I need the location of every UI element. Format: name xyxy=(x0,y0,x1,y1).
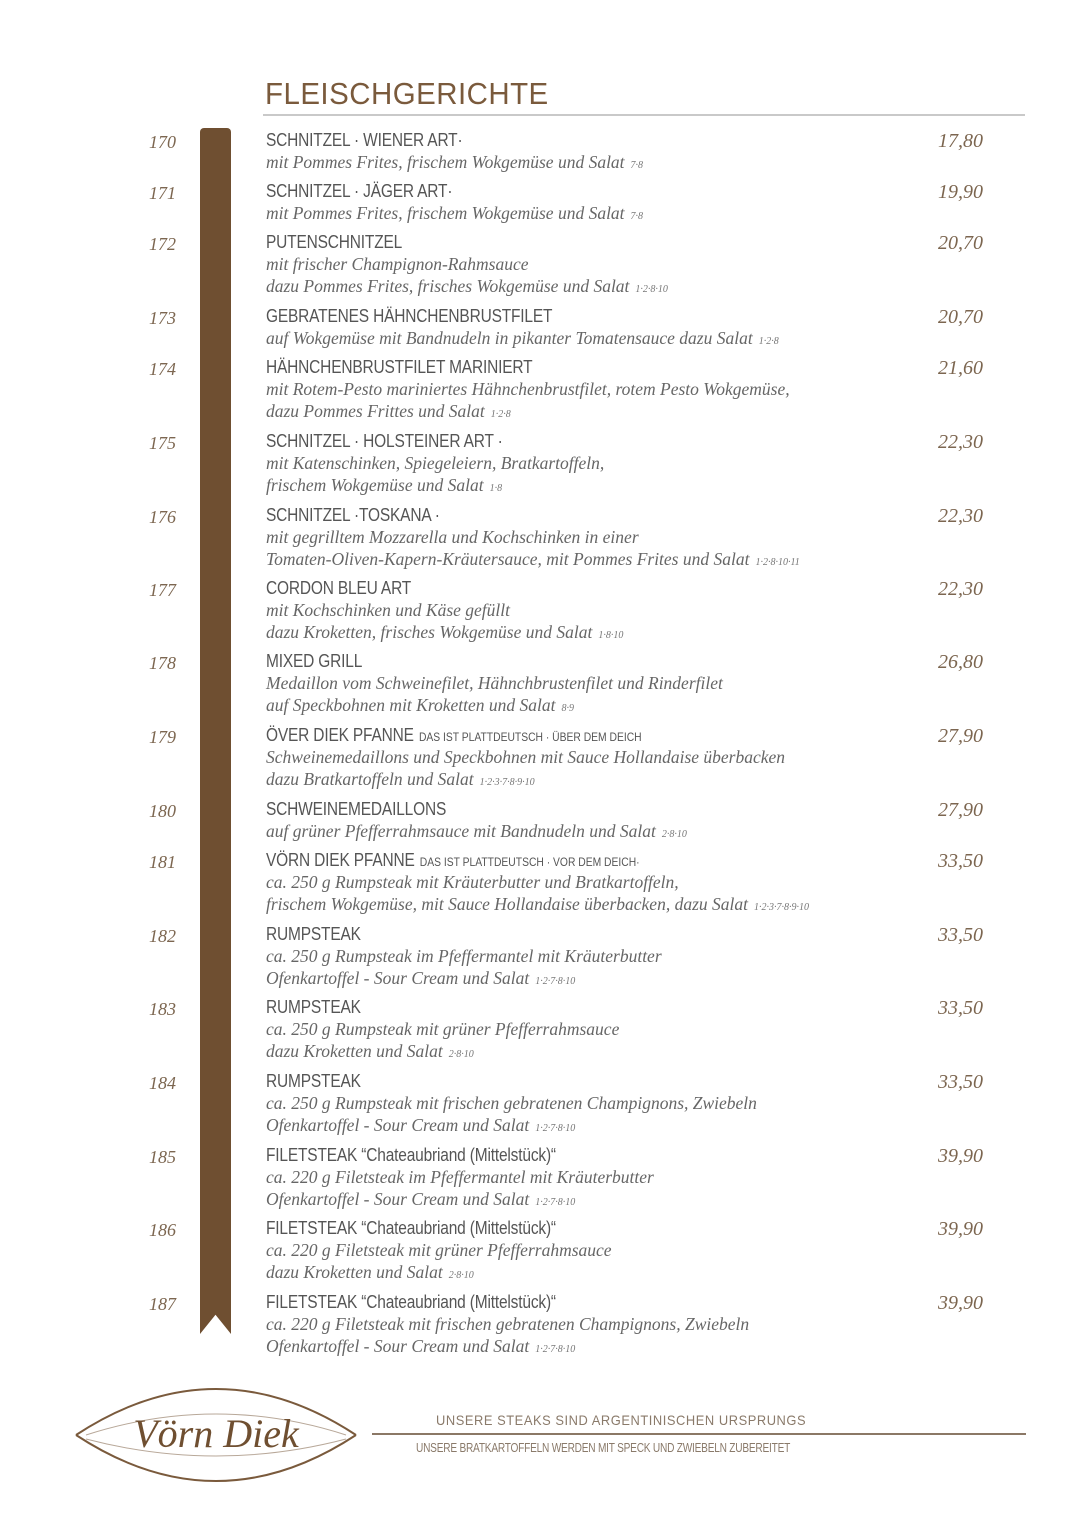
item-number: 180 xyxy=(149,801,176,821)
item-name-main: PUTENSCHNITZEL xyxy=(266,232,403,252)
description-text: ca. 220 g Filetsteak mit frischen gebratenen Champignons, Zwiebeln xyxy=(266,1314,750,1334)
item-number: 171 xyxy=(149,183,176,203)
item-price: 39,90 xyxy=(938,1145,983,1167)
description-text: Medaillon vom Schweinefilet, Hähnchbrustenfilet und Rinderfilet xyxy=(266,673,723,693)
item-description-line xyxy=(266,328,779,349)
item-number: 182 xyxy=(149,926,176,946)
item-number: 179 xyxy=(149,727,176,747)
item-name-subtitle: DAS IST PLATTDEUTSCH · ÜBER DEM DEICH xyxy=(418,730,642,744)
description-text: mit Rotem-Pesto mariniertes Hähnchenbrustfilet, rotem Pesto Wokgemüse, xyxy=(266,379,790,399)
item-description-line xyxy=(266,1093,757,1114)
description-text: auf Wokgemüse mit Bandnudeln in pikanter Tomatensauce dazu Salat xyxy=(266,328,753,348)
footer-note-steaks: UNSERE STEAKS SIND ARGENTINISCHEN URSPRUNGS xyxy=(436,1412,807,1428)
description-text: mit Pommes Frites, frischem Wokgemüse und Salat xyxy=(266,152,625,172)
item-name xyxy=(266,505,440,526)
description-text: mit Pommes Frites, frischem Wokgemüse und Salat xyxy=(266,203,625,223)
item-description-line xyxy=(266,894,809,915)
allergen-codes: 1·8 xyxy=(489,483,503,494)
allergen-codes: 7·8 xyxy=(630,211,644,222)
item-description-line xyxy=(266,475,502,496)
item-name xyxy=(266,651,362,672)
item-description-line xyxy=(266,769,535,790)
item-name-main: FILETSTEAK “Chateaubriand (Mittelstück)“ xyxy=(266,1292,556,1312)
item-description-line xyxy=(266,549,800,570)
page-title: FLEISCHGERICHTE xyxy=(265,76,549,111)
item-name xyxy=(266,1071,361,1092)
item-number: 178 xyxy=(149,653,176,673)
item-description-line xyxy=(266,1019,619,1040)
description-text: Ofenkartoffel - Sour Cream und Salat xyxy=(266,1189,530,1209)
description-text: Tomaten-Oliven-Kapern-Kräutersauce, mit Pommes Frites und Salat xyxy=(266,549,750,569)
description-text: frischem Wokgemüse und Salat xyxy=(266,475,484,495)
description-text: ca. 250 g Rumpsteak im Pfeffermantel mit Kräuterbutter xyxy=(266,946,662,966)
item-description-line xyxy=(266,254,528,275)
item-name xyxy=(266,357,532,378)
item-name-main: ÖVER DIEK PFANNE xyxy=(266,725,414,745)
description-text: dazu Kroketten, frisches Wokgemüse und Salat xyxy=(266,622,593,642)
description-text: auf Speckbohnen mit Kroketten und Salat xyxy=(266,695,556,715)
item-name xyxy=(266,1292,556,1313)
item-name-main: SCHNITZEL · HOLSTEINER ART · xyxy=(266,431,503,451)
item-number: 172 xyxy=(149,234,176,254)
item-description-line xyxy=(266,152,643,173)
item-name-main: FILETSTEAK “Chateaubriand (Mittelstück)“ xyxy=(266,1145,556,1165)
description-text: mit Katenschinken, Spiegeleiern, Bratkartoffeln, xyxy=(266,453,605,473)
item-description-line xyxy=(266,1167,654,1188)
item-name xyxy=(266,181,452,202)
item-price: 27,90 xyxy=(938,725,983,747)
item-name-main: RUMPSTEAK xyxy=(266,1071,361,1091)
item-price: 19,90 xyxy=(938,181,983,203)
item-price: 27,90 xyxy=(938,799,983,821)
allergen-codes: 1·2·3·7·8·9·10 xyxy=(753,902,809,913)
allergen-codes: 1·2·8 xyxy=(490,409,511,420)
item-description-line xyxy=(266,1189,575,1210)
description-text: Schweinemedaillons und Speckbohnen mit Sauce Hollandaise überbacken xyxy=(266,747,786,767)
title-divider xyxy=(263,114,1025,116)
footer-note-bratkartoffeln: UNSERE BRATKARTOFFELN WERDEN MIT SPECK UND ZWIEBELN ZUBEREITET xyxy=(416,1440,791,1455)
item-description-line xyxy=(266,946,662,967)
item-number: 186 xyxy=(149,1220,176,1240)
item-name-main: GEBRATENES HÄHNCHENBRUSTFILET xyxy=(266,306,553,326)
vorn-diek-logo xyxy=(66,1373,366,1497)
allergen-codes: 2·8·10 xyxy=(448,1270,474,1281)
description-text: Ofenkartoffel - Sour Cream und Salat xyxy=(266,968,530,988)
description-text: Ofenkartoffel - Sour Cream und Salat xyxy=(266,1336,530,1356)
description-text: mit gegrilltem Mozzarella und Kochschinken in einer xyxy=(266,527,639,547)
item-description-line xyxy=(266,379,790,400)
ribbon-bookmark-decoration xyxy=(200,128,231,1334)
item-name-main: MIXED GRILL xyxy=(266,651,363,671)
item-name-subtitle: DAS IST PLATTDEUTSCH · VOR DEM DEICH· xyxy=(419,855,640,869)
item-name xyxy=(266,130,462,151)
item-description-line xyxy=(266,673,723,694)
description-text: mit Kochschinken und Käse gefüllt xyxy=(266,600,510,620)
item-description-line xyxy=(266,1262,474,1283)
item-description-line xyxy=(266,1314,749,1335)
item-description-line xyxy=(266,821,687,842)
item-number: 177 xyxy=(149,580,176,600)
item-price: 20,70 xyxy=(938,232,983,254)
item-name-main: FILETSTEAK “Chateaubriand (Mittelstück)“ xyxy=(266,1218,556,1238)
description-text: dazu Pommes Frites, frisches Wokgemüse und Salat xyxy=(266,276,630,296)
item-price: 22,30 xyxy=(938,578,983,600)
description-text: ca. 220 g Filetsteak mit grüner Pfefferrahmsauce xyxy=(266,1240,612,1260)
item-description-line xyxy=(266,527,639,548)
allergen-codes: 1·2·7·8·10 xyxy=(535,1197,576,1208)
item-description-line xyxy=(266,276,668,297)
description-text: ca. 250 g Rumpsteak mit Kräuterbutter und Bratkartoffeln, xyxy=(266,872,679,892)
item-number: 187 xyxy=(149,1294,176,1314)
item-number: 170 xyxy=(149,132,176,152)
allergen-codes: 1·2·8·10·11 xyxy=(755,557,800,568)
item-number: 176 xyxy=(149,507,176,527)
item-name-main: HÄHNCHENBRUSTFILET MARINIERT xyxy=(266,357,533,377)
allergen-codes: 2·8·10 xyxy=(448,1049,474,1060)
item-name-main: RUMPSTEAK xyxy=(266,997,361,1017)
allergen-codes: 1·8·10 xyxy=(598,630,624,641)
item-name xyxy=(266,1145,556,1166)
description-text: Ofenkartoffel - Sour Cream und Salat xyxy=(266,1115,530,1135)
item-name xyxy=(266,850,640,871)
item-name xyxy=(266,578,411,599)
description-text: dazu Kroketten und Salat xyxy=(266,1041,443,1061)
item-description-line xyxy=(266,695,574,716)
item-description-line xyxy=(266,453,604,474)
logo-text: Vörn Diek xyxy=(133,1411,299,1456)
item-name-main: VÖRN DIEK PFANNE xyxy=(266,850,415,870)
item-number: 185 xyxy=(149,1147,176,1167)
item-description-line xyxy=(266,1336,575,1357)
description-text: ca. 250 g Rumpsteak mit grüner Pfefferrahmsauce xyxy=(266,1019,620,1039)
allergen-codes: 7·8 xyxy=(630,160,644,171)
item-name xyxy=(266,306,552,327)
item-price: 33,50 xyxy=(938,924,983,946)
description-text: frischem Wokgemüse, mit Sauce Hollandaise überbacken, dazu Salat xyxy=(266,894,748,914)
item-name-main: CORDON BLEU ART xyxy=(266,578,412,598)
item-description-line xyxy=(266,1041,474,1062)
item-name-main: RUMPSTEAK xyxy=(266,924,361,944)
item-name-main: SCHWEINEMEDAILLONS xyxy=(266,799,447,819)
item-description-line xyxy=(266,747,785,768)
item-price: 33,50 xyxy=(938,997,983,1019)
item-description-line xyxy=(266,872,679,893)
item-price: 33,50 xyxy=(938,850,983,872)
item-price: 21,60 xyxy=(938,357,983,379)
item-price: 39,90 xyxy=(938,1292,983,1314)
description-text: dazu Pommes Frittes und Salat xyxy=(266,401,485,421)
item-price: 39,90 xyxy=(938,1218,983,1240)
allergen-codes: 1·2·7·8·10 xyxy=(535,1344,576,1355)
description-text: dazu Bratkartoffeln und Salat xyxy=(266,769,474,789)
item-name-main: SCHNITZEL · JÄGER ART· xyxy=(266,181,453,201)
item-price: 17,80 xyxy=(938,130,983,152)
item-name xyxy=(266,725,642,746)
item-name xyxy=(266,924,361,945)
item-price: 20,70 xyxy=(938,306,983,328)
item-number: 183 xyxy=(149,999,176,1019)
item-description-line xyxy=(266,203,643,224)
item-name xyxy=(266,799,446,820)
allergen-codes: 2·8·10 xyxy=(661,829,687,840)
item-price: 26,80 xyxy=(938,651,983,673)
item-name-main: SCHNITZEL ·TOSKANA · xyxy=(266,505,440,525)
item-number: 173 xyxy=(149,308,176,328)
allergen-codes: 1·2·7·8·10 xyxy=(535,1123,576,1134)
item-name xyxy=(266,232,402,253)
allergen-codes: 1·2·8·10 xyxy=(635,284,668,295)
description-text: mit frischer Champignon-Rahmsauce xyxy=(266,254,529,274)
item-description-line xyxy=(266,1240,612,1261)
item-description-line xyxy=(266,600,510,621)
item-description-line xyxy=(266,401,511,422)
item-number: 174 xyxy=(149,359,176,379)
description-text: ca. 220 g Filetsteak im Pfeffermantel mit Kräuterbutter xyxy=(266,1167,654,1187)
item-name xyxy=(266,1218,556,1239)
item-number: 175 xyxy=(149,433,176,453)
item-description-line xyxy=(266,1115,575,1136)
allergen-codes: 8·9 xyxy=(561,703,575,714)
item-number: 184 xyxy=(149,1073,176,1093)
item-name xyxy=(266,431,503,452)
description-text: auf grüner Pfefferrahmsauce mit Bandnudeln und Salat xyxy=(266,821,656,841)
item-price: 33,50 xyxy=(938,1071,983,1093)
item-name xyxy=(266,997,361,1018)
description-text: dazu Kroketten und Salat xyxy=(266,1262,443,1282)
allergen-codes: 1·2·8 xyxy=(758,336,779,347)
footer-divider xyxy=(372,1433,1026,1435)
allergen-codes: 1·2·3·7·8·9·10 xyxy=(479,777,535,788)
item-number: 181 xyxy=(149,852,176,872)
item-description-line xyxy=(266,622,623,643)
item-name-main: SCHNITZEL · WIENER ART· xyxy=(266,130,463,150)
description-text: ca. 250 g Rumpsteak mit frischen gebratenen Champignons, Zwiebeln xyxy=(266,1093,757,1113)
item-description-line xyxy=(266,968,575,989)
allergen-codes: 1·2·7·8·10 xyxy=(535,976,576,987)
item-price: 22,30 xyxy=(938,431,983,453)
item-price: 22,30 xyxy=(938,505,983,527)
